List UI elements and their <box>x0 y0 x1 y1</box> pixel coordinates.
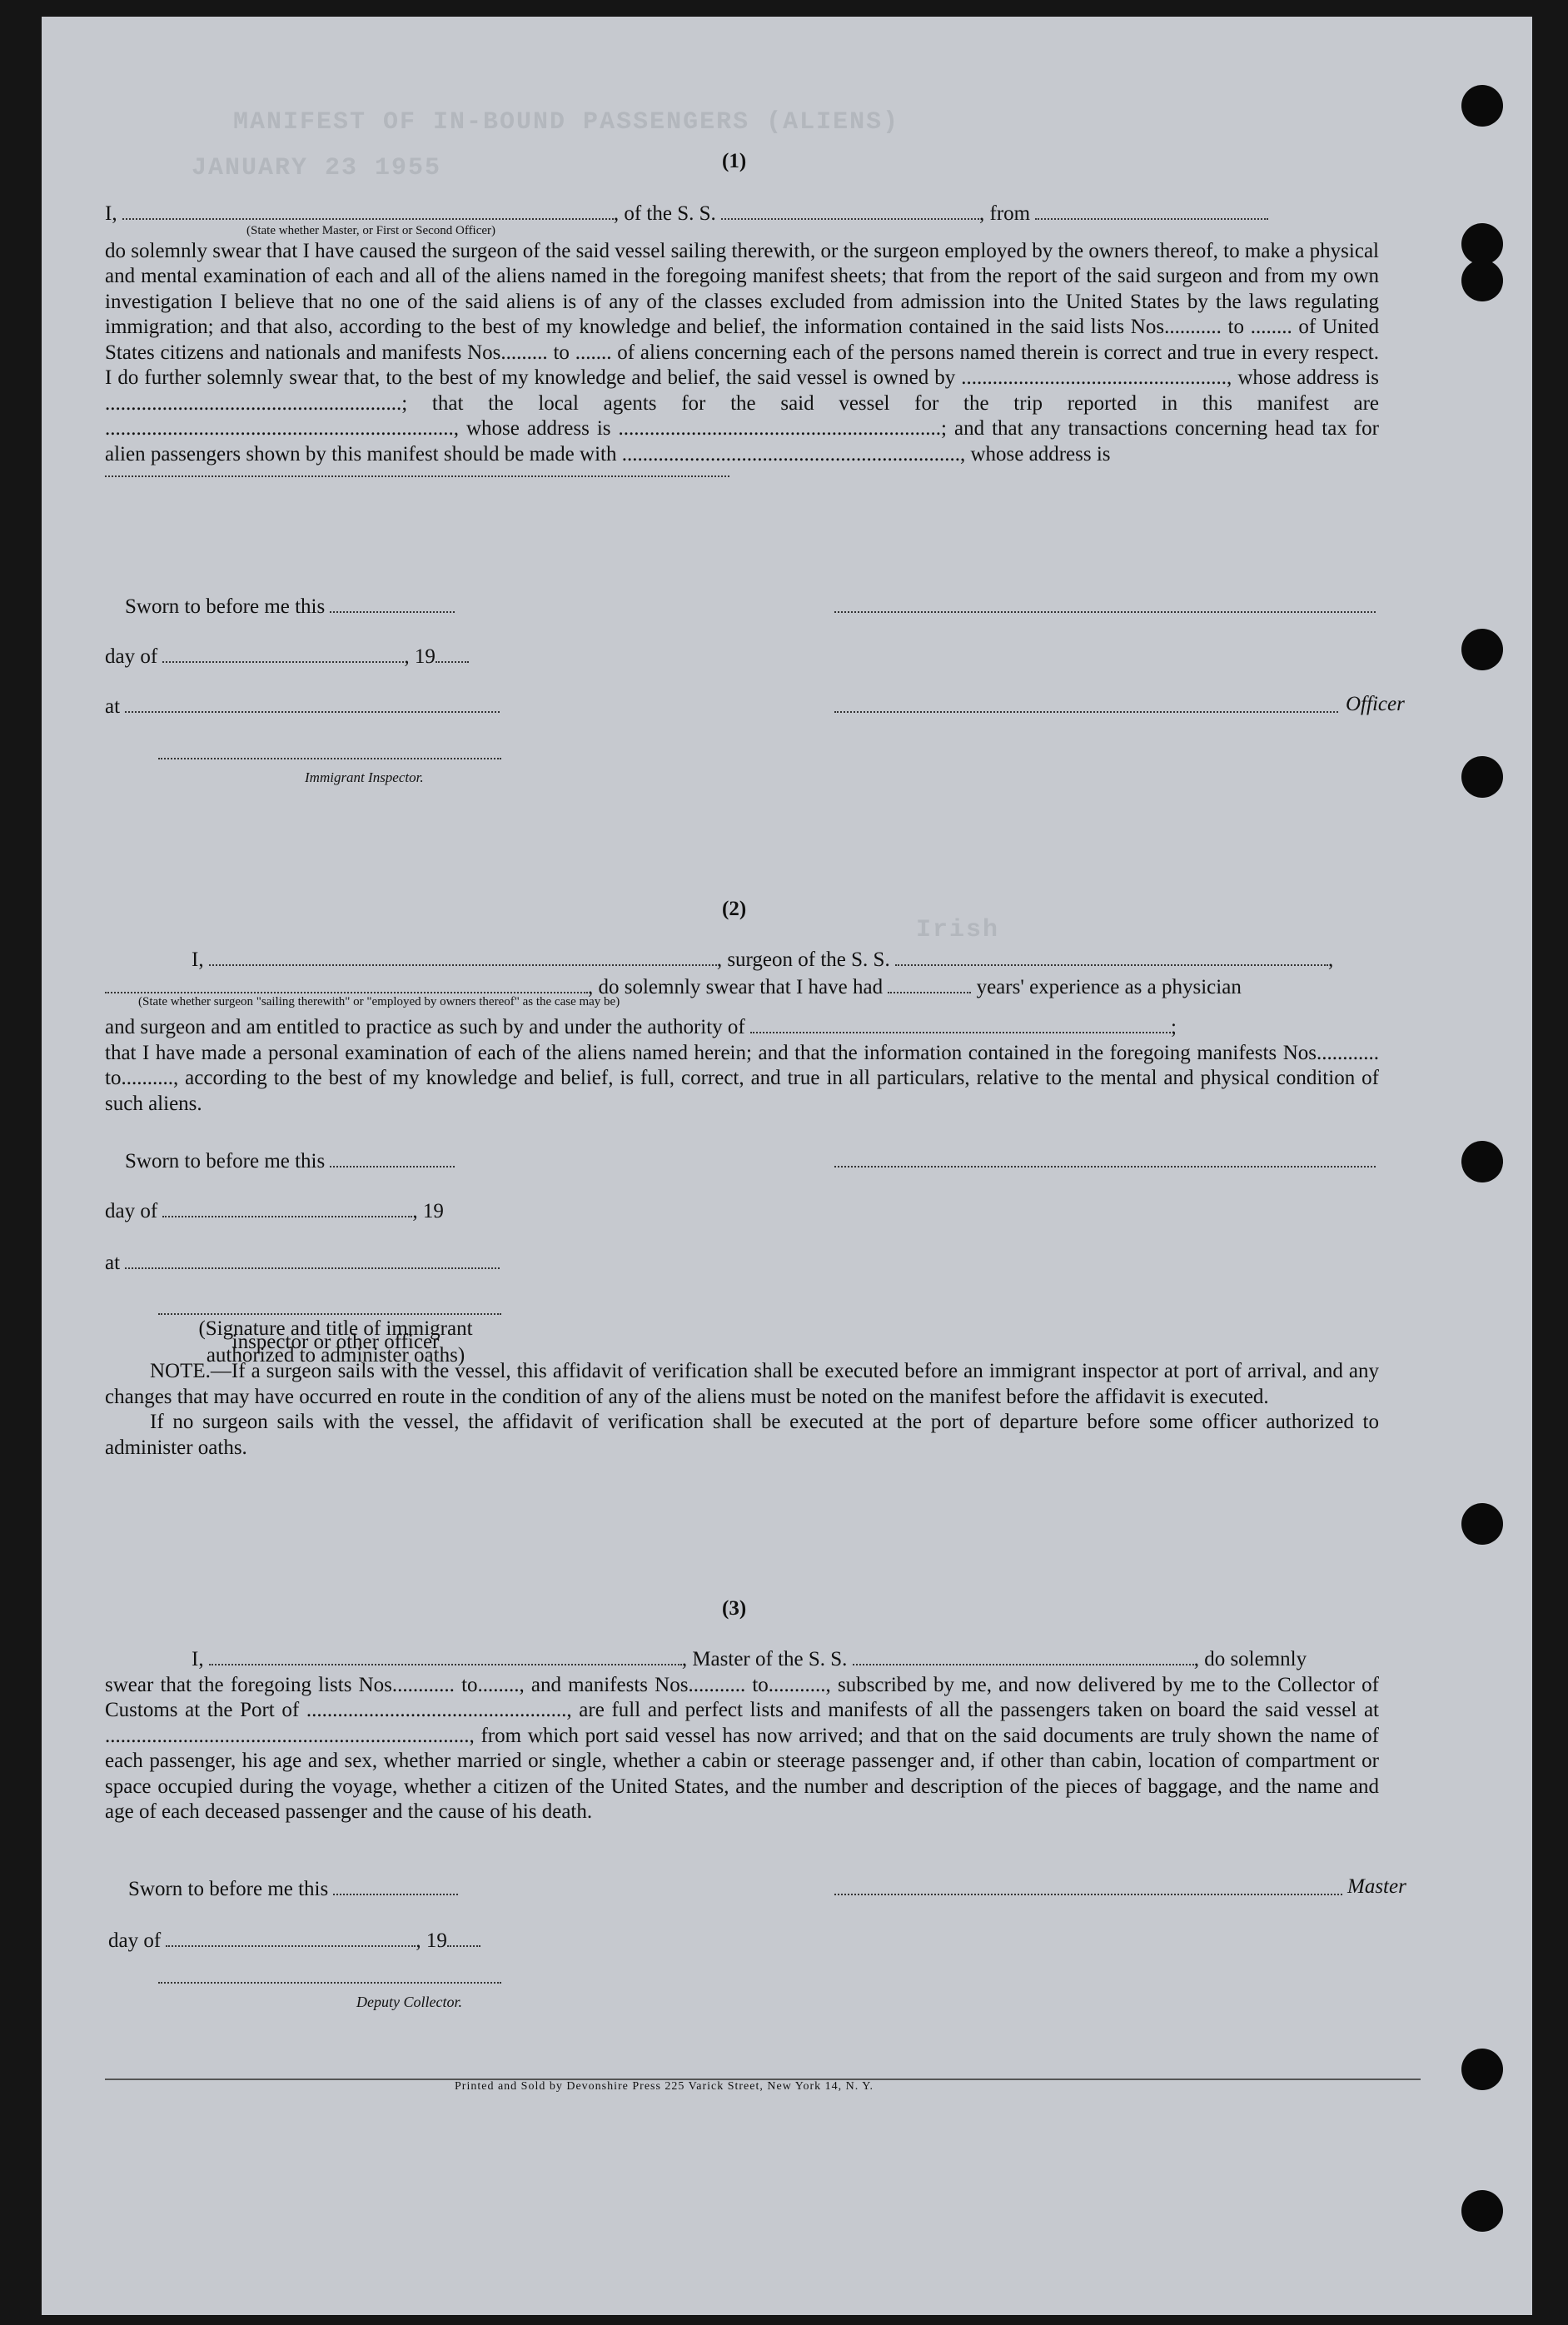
punch-hole <box>1461 2190 1503 2232</box>
year-label: , 19 <box>412 1200 444 1222</box>
day-label: day of <box>105 645 158 668</box>
oath-paragraph: swear that the foregoing lists Nos............ to........, and manifests Nos........... to..........., subscribed by me, and now delivered by me to the Collector of Customs at the Port of .................................................., are full and perfect lists and manifests of all the passengers taken on board the said vessel at ......................................................................, from which port said vessel has now arrived; and that on the said documents are truly shown the name of each passenger, his age and sex, whether married or single, whether a cabin or steerage passenger and, if other than cabin, location of compartment or space occupied during the voyage, whether a citizen of the United States, and the number and description of the pieces of baggage, and the name and age of each deceased passenger and the cause of his death. <box>105 1673 1379 1823</box>
blank-field[interactable] <box>125 1249 500 1269</box>
text-fragment: I, <box>192 1648 209 1670</box>
note-paragraph: NOTE.—If a surgeon sails with the vessel, this affidavit of verification shall be executed before an immigrant inspector at port of arrival, and any changes that may have occurred en route in the condition of any of the aliens must be noted on the manifest before the affidavit is executed. <box>105 1360 1379 1408</box>
blank-field[interactable] <box>125 693 500 713</box>
oath-paragraph: that I have made a personal examination of each of the aliens named herein; and that the information contained in the foregoing manifests Nos............ to.........., according to the best of my knowledge and belief, is full, correct, and true in all particulars, relative to the mental and physical condition of such aliens. <box>105 1041 1379 1115</box>
sworn-line <box>125 1148 455 1173</box>
text-fragment: , Master of the S. S. <box>681 1648 853 1670</box>
master-label: Master <box>1347 1875 1406 1898</box>
blank-field[interactable] <box>209 946 717 966</box>
field-caption: (State whether surgeon "sailing therewith" or "employed by owners thereof" as the case may be) <box>138 995 620 1008</box>
punch-hole <box>1461 756 1503 798</box>
section-2-body <box>105 946 1379 1117</box>
text-fragment: I, <box>105 202 122 225</box>
year-label: , 19 <box>416 1929 447 1952</box>
text-fragment: and surgeon and am entitled to practice as such by and under the authority of <box>105 1016 750 1038</box>
blank-field[interactable] <box>888 973 971 993</box>
blank-field[interactable] <box>436 643 469 663</box>
day-of-line <box>108 1927 480 1953</box>
signature-line[interactable] <box>834 1164 1376 1167</box>
text-fragment: I, <box>192 948 209 971</box>
sworn-label: Sworn to before me this <box>125 595 326 618</box>
text-fragment: , do solemnly <box>1193 1648 1307 1670</box>
blank-field[interactable] <box>853 1645 1194 1665</box>
text-fragment: , from <box>979 202 1036 225</box>
blank-field[interactable] <box>330 1148 455 1167</box>
day-label: day of <box>105 1200 158 1222</box>
inspector-label: Immigrant Inspector. <box>305 769 424 785</box>
blank-field[interactable] <box>447 1927 480 1947</box>
section-number: (2) <box>722 898 747 920</box>
blank-field[interactable] <box>209 1645 682 1665</box>
punch-hole <box>1461 1503 1503 1545</box>
printer-imprint: Printed and Sold by Devonshire Press 225 Varick Street, New York 14, N. Y. <box>455 2080 874 2093</box>
inspector-signature-line[interactable] <box>158 1312 501 1315</box>
day-of-line <box>105 643 469 669</box>
punch-hole <box>1461 260 1503 301</box>
sworn-label: Sworn to before me this <box>128 1878 329 1900</box>
bleed-through-heading: MANIFEST OF IN-BOUND PASSENGERS (ALIENS) <box>233 108 900 137</box>
blank-field[interactable] <box>105 467 729 477</box>
officer-signature-line[interactable] <box>834 709 1338 713</box>
blank-field[interactable] <box>122 200 614 220</box>
oath-line <box>105 1013 1379 1041</box>
inspector-signature-line[interactable] <box>158 756 501 759</box>
blank-field[interactable] <box>750 1013 1171 1033</box>
oath-line <box>192 946 1379 973</box>
blank-field[interactable] <box>330 593 455 613</box>
blank-field[interactable] <box>162 1197 412 1217</box>
day-of-line <box>105 1197 444 1223</box>
field-caption: (State whether Master, or First or Second Officer) <box>246 223 496 237</box>
master-signature-line[interactable] <box>834 1892 1342 1895</box>
year-label: , 19 <box>404 645 436 668</box>
blank-field[interactable] <box>1035 200 1268 220</box>
collector-signature-line[interactable] <box>158 1980 501 1984</box>
sworn-line <box>125 593 455 619</box>
punch-hole <box>1461 1141 1503 1182</box>
punch-hole <box>1461 2049 1503 2090</box>
sworn-line <box>128 1875 458 1901</box>
punch-hole <box>1461 223 1503 265</box>
text-fragment: years' experience as a physician <box>971 975 1242 998</box>
section-number: (3) <box>722 1597 747 1620</box>
bleed-through-line: Irish <box>916 916 1000 944</box>
blank-field[interactable] <box>162 643 404 663</box>
signature-caption: (Signature and title of immigrant inspector or other officer authorized to administer oaths) <box>198 1317 473 1367</box>
punch-hole <box>1461 629 1503 670</box>
text-fragment: ; <box>1171 1016 1177 1038</box>
section-number: (1) <box>722 150 747 172</box>
signature-line[interactable] <box>834 610 1376 613</box>
at-label: at <box>105 695 121 718</box>
sworn-label: Sworn to before me this <box>125 1150 326 1172</box>
blank-field[interactable] <box>333 1875 458 1895</box>
manifest-sheet <box>42 17 1532 2315</box>
at-line <box>105 693 500 719</box>
text-fragment: , surgeon of the S. S. <box>716 948 895 971</box>
day-label: day of <box>108 1929 162 1952</box>
blank-field[interactable] <box>895 946 1328 966</box>
blank-field[interactable] <box>721 200 979 220</box>
section-3-body <box>105 1645 1379 1825</box>
note-paragraph: If no surgeon sails with the vessel, the affidavit of verification shall be executed at the port of departure before some officer authorized to administer oaths. <box>105 1411 1379 1459</box>
note-block <box>105 1359 1379 1461</box>
at-label: at <box>105 1252 121 1274</box>
text-fragment: , do solemnly swear that I have had <box>588 975 889 998</box>
blank-field[interactable] <box>105 973 588 993</box>
oath-line <box>192 1645 1379 1673</box>
blank-field[interactable] <box>166 1927 416 1947</box>
officer-label: Officer <box>1346 693 1405 715</box>
oath-paragraph: do solemnly swear that I have caused the surgeon of the said vessel sailing therewith, or the surgeon employed by the owners thereof, to make a physical and mental examination of each and all of the aliens named in the foregoing manifest sheets; that from the report of the said surgeon and from my own investigation I believe that no one of the said aliens is of any of the classes excluded from admission into the United States by the laws regulating immigration; and that also, according to the best of my knowledge and belief, the information contained in the said lists Nos........... to ........ of United States citizens and nationals and manifests Nos......... to ....... of aliens concerning each of the persons named therein is correct and true in every respect. I do further solemnly swear that, to the best of my knowledge and belief, the said vessel is owned by ..................................................., whose address is .........................................................; that the local agents for the said vessel for the trip reported in this manifest are ..................................................................., whose address is ..............................................................; and that any transactions concerning head tax for alien passengers shown by this manifest should be made with ................................................................., whose address is <box>105 239 1379 465</box>
bleed-through-line: JANUARY 23 1955 <box>192 154 442 182</box>
oath-line <box>105 200 1379 227</box>
text-fragment: , <box>1327 948 1334 971</box>
punch-hole <box>1461 85 1503 127</box>
deputy-collector-label: Deputy Collector. <box>356 1994 462 2010</box>
section-1-body <box>105 200 1379 477</box>
text-fragment: , of the S. S. <box>613 202 722 225</box>
at-line <box>105 1249 500 1275</box>
